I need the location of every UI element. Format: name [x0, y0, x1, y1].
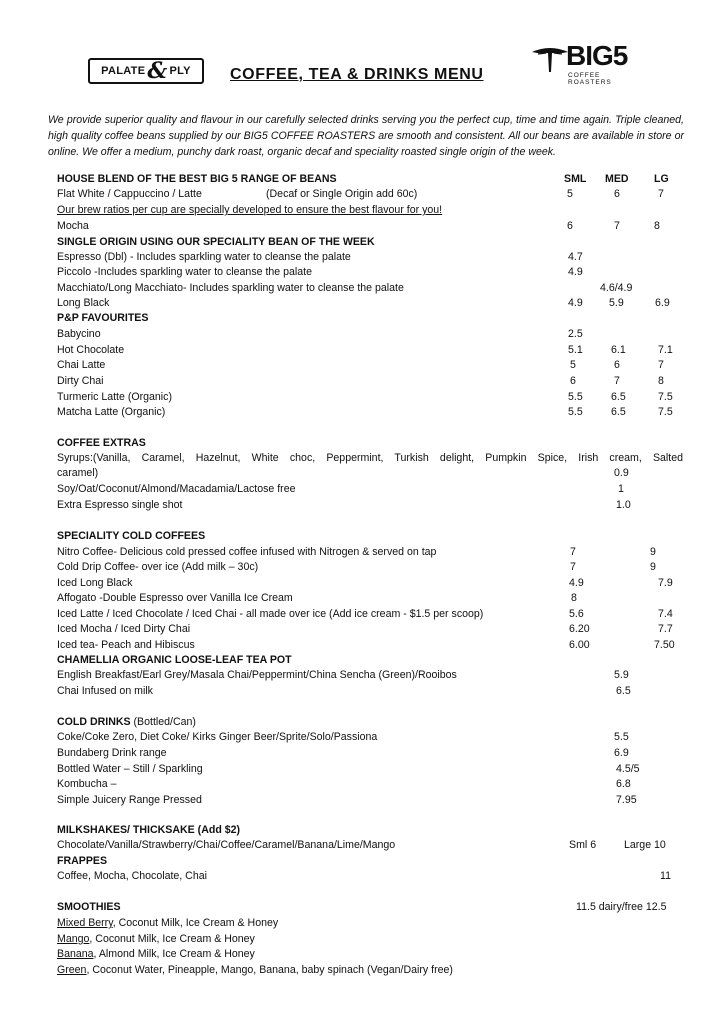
item-water: Bottled Water – Still / Sparkling	[57, 763, 203, 775]
item-syrups-cont: caramel)	[57, 467, 99, 479]
smoothie-ingredients: , Coconut Milk, Ice Cream & Honey	[112, 917, 279, 929]
price: 11.5 dairy/free 12.5	[576, 901, 667, 913]
item-milkshake-flavours: Chocolate/Vanilla/Strawberry/Chai/Coffee/Caramel/Banana/Lime/Mango	[57, 839, 396, 851]
item-juicery: Simple Juicery Range Pressed	[57, 794, 202, 806]
item-affogato: Affogato -Double Espresso over Vanilla Ice Cream	[57, 592, 293, 604]
price: 8	[658, 375, 664, 387]
item-long-black: Long Black	[57, 297, 110, 309]
price: 7.5	[658, 391, 673, 403]
item-mocha: Mocha	[57, 220, 89, 232]
heading-house-blend: HOUSE BLEND OF THE BEST BIG 5 RANGE OF BEANS	[57, 173, 337, 185]
item-iced-long-black: Iced Long Black	[57, 577, 133, 589]
col-lg: LG	[654, 173, 669, 185]
item-smoothie-green	[57, 963, 453, 977]
item-macchiato: Macchiato/Long Macchiato- Includes sparkling water to cleanse the palate	[57, 282, 404, 294]
item-piccolo: Piccolo -Includes sparkling water to cleanse the palate	[57, 266, 312, 278]
price: 6.1	[611, 344, 626, 356]
palate-ply-logo	[88, 58, 204, 84]
item-hot-chocolate: Hot Chocolate	[57, 344, 125, 356]
logo-text-palate: PALATE	[101, 65, 146, 77]
item-cold-drip: Cold Drip Coffee- over ice (Add milk – 30c)	[57, 561, 259, 573]
price: 8	[654, 220, 660, 232]
logo-text-ply: PLY	[169, 65, 191, 77]
item-frappes: Coffee, Mocha, Chocolate, Chai	[57, 870, 207, 882]
price: 6.5	[611, 391, 626, 403]
item-smoothie-banana	[57, 947, 255, 961]
heading-cold-drinks	[57, 715, 196, 729]
smoothie-name: Green	[57, 964, 87, 976]
price: 5.6	[569, 608, 584, 620]
price: 6.5	[616, 685, 631, 697]
brew-ratio-note: Our brew ratios per cup are specially developed to ensure the best flavour for you!	[57, 204, 443, 216]
price: 5.1	[568, 344, 583, 356]
heading-smoothies: SMOOTHIES	[57, 901, 121, 913]
item-espresso: Espresso (Dbl) - Includes sparkling water to cleanse the palate	[57, 251, 351, 263]
price: 6	[570, 375, 576, 387]
item-syrups: Syrups:(Vanilla, Caramel, Hazelnut, White choc, Peppermint, Turkish delight, Pumpkin Spice, Irish cream, Salted	[57, 452, 683, 464]
price: 7.4	[658, 608, 673, 620]
big5-logo	[530, 40, 630, 84]
item-extra-shot: Extra Espresso single shot	[57, 499, 183, 511]
menu-title: COFFEE, TEA & DRINKS MENU	[230, 66, 484, 83]
item-kombucha: Kombucha –	[57, 778, 117, 790]
heading-cold-coffees: SPECIALITY COLD COFFEES	[57, 530, 206, 542]
price: 7.7	[658, 623, 673, 635]
smoothie-name: Mixed Berry	[57, 917, 113, 929]
heading-single-origin: SINGLE ORIGIN USING OUR SPECIALITY BEAN OF THE WEEK	[57, 236, 375, 248]
item-chai-milk: Chai Infused on milk	[57, 685, 153, 697]
item-smoothie-mixed-berry	[57, 916, 278, 930]
col-med: MED	[605, 173, 629, 185]
price: 4.7	[568, 251, 583, 263]
price: 7.95	[616, 794, 637, 806]
price: 5.9	[614, 669, 629, 681]
price: 1.0	[616, 499, 631, 511]
heading-frappes: FRAPPES	[57, 855, 108, 867]
price: 9	[650, 561, 656, 573]
item-soft-drinks: Coke/Coke Zero, Diet Coke/ Kirks Ginger Beer/Sprite/Solo/Passiona	[57, 731, 378, 743]
big5-subtitle: COFFEE ROASTERS	[568, 72, 612, 86]
item-smoothie-mango	[57, 932, 255, 946]
col-sml: SML	[564, 173, 587, 185]
heading-tea: CHAMELLIA ORGANIC LOOSE-LEAF TEA POT	[57, 654, 292, 666]
item-babycino: Babycino	[57, 328, 101, 340]
heading-coffee-extras: COFFEE EXTRAS	[57, 437, 146, 449]
price: 4.9	[569, 577, 584, 589]
price: 6.8	[616, 778, 631, 790]
price: 7	[658, 359, 664, 371]
item-bundaberg: Bundaberg Drink range	[57, 747, 167, 759]
item-tea-pot: English Breakfast/Earl Grey/Masala Chai/Peppermint/China Sencha (Green)/Rooibos	[57, 669, 457, 681]
item-chai-latte: Chai Latte	[57, 359, 106, 371]
price: 7.1	[658, 344, 673, 356]
price: 8	[571, 592, 577, 604]
logo-ampersand: &	[147, 58, 168, 84]
price: 6.00	[569, 639, 590, 651]
heading-milkshakes: MILKSHAKES/ THICKSAKE (Add $2)	[57, 824, 241, 836]
price: 6.9	[614, 747, 629, 759]
price: 7.50	[654, 639, 675, 651]
price: 5.5	[568, 391, 583, 403]
heading-favourites: P&P FAVOURITES	[57, 312, 149, 324]
smoothie-ingredients: , Almond Milk, Ice Cream & Honey	[93, 948, 255, 960]
item-turmeric-latte: Turmeric Latte (Organic)	[57, 391, 172, 403]
smoothie-name: Banana	[57, 948, 94, 960]
price: 7	[570, 546, 576, 558]
item-flat-white-note: (Decaf or Single Origin add 60c)	[266, 188, 418, 200]
item-dirty-chai: Dirty Chai	[57, 375, 104, 387]
price: 5.9	[609, 297, 624, 309]
price: 7.5	[658, 406, 673, 418]
price: 7	[658, 188, 664, 200]
intro-paragraph: We provide superior quality and flavour in our carefully selected drinks serving you the perfect cup, time and time again. Triple cleaned, high quality coffee beans supplied by our BIG5 COFFEE ROASTERS are smooth and consistent. All our beans are available in store or online. We offer a medium, punchy dark roast, organic decaf and speciality roasted single origin of the week.	[48, 114, 684, 158]
price: 7.9	[658, 577, 673, 589]
item-iced-mocha: Iced Mocha / Iced Dirty Chai	[57, 623, 191, 635]
price: 0.9	[614, 467, 629, 479]
heading-cold-drinks-label: COLD DRINKS	[57, 716, 131, 728]
price: 4.9	[568, 266, 583, 278]
tree-icon	[530, 44, 570, 74]
price: 7	[570, 561, 576, 573]
smoothie-ingredients: , Coconut Water, Pineapple, Mango, Banana, baby spinach (Vegan/Dairy free)	[86, 964, 453, 976]
item-iced-latte: Iced Latte / Iced Chocolate / Iced Chai - all made over ice (Add ice cream - $1.5 per scoop)	[57, 608, 484, 620]
price: 4.9	[568, 297, 583, 309]
smoothie-ingredients: , Coconut Milk, Ice Cream & Honey	[89, 933, 255, 945]
price: 6.20	[569, 623, 590, 635]
price: 5.5	[568, 406, 583, 418]
price: 7	[614, 220, 620, 232]
price: 6.5	[611, 406, 626, 418]
price: 5.5	[614, 731, 629, 743]
item-alt-milks: Soy/Oat/Coconut/Almond/Macadamia/Lactose free	[57, 483, 296, 495]
price: 11	[660, 870, 671, 882]
price: Large 10	[624, 839, 666, 851]
price: 4.6/4.9	[600, 282, 633, 294]
item-flat-white: Flat White / Cappuccino / Latte	[57, 188, 202, 200]
big5-wordmark: BIG5	[566, 40, 628, 71]
price: 5	[570, 359, 576, 371]
price: 1	[618, 483, 624, 495]
price: 6.9	[655, 297, 670, 309]
price: Sml 6	[569, 839, 597, 851]
item-iced-tea: Iced tea- Peach and Hibiscus	[57, 639, 195, 651]
price: 4.5/5	[616, 763, 640, 775]
price: 6	[567, 220, 573, 232]
price: 5	[567, 188, 573, 200]
price: 7	[614, 375, 620, 387]
smoothie-name: Mango	[57, 933, 90, 945]
item-nitro: Nitro Coffee- Delicious cold pressed coffee infused with Nitrogen & served on tap	[57, 546, 437, 558]
price: 9	[650, 546, 656, 558]
price: 2.5	[568, 328, 583, 340]
price: 6	[614, 188, 620, 200]
price: 6	[614, 359, 620, 371]
item-matcha-latte: Matcha Latte (Organic)	[57, 406, 166, 418]
heading-cold-drinks-note: (Bottled/Can)	[130, 716, 196, 728]
